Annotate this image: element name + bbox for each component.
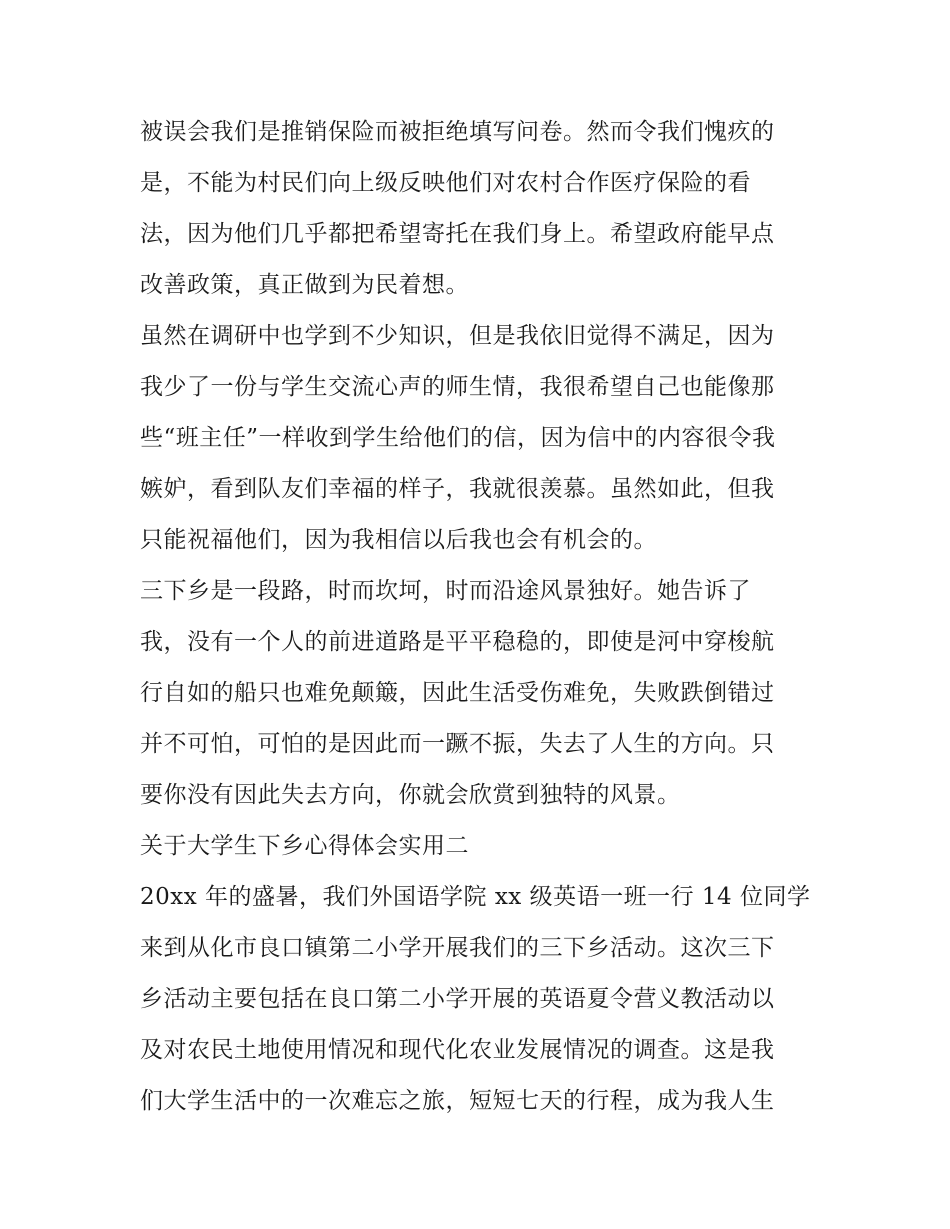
text-line: 来到从化市良口镇第二小学开展我们的三下乡活动。这次三下 bbox=[140, 935, 775, 961]
text-line: 些“班主任”一样收到学生给他们的信，因为信中的内容很令我 bbox=[140, 425, 776, 451]
text-line: 只能祝福他们，因为我相信以后我也会有机会的。 bbox=[140, 527, 657, 553]
document-body bbox=[140, 107, 820, 1127]
text-line: 被误会我们是推销保险而被拒绝填写问卷。然而令我们愧疚的 bbox=[140, 119, 775, 145]
text-line: 我少了一份与学生交流心声的师生情，我很希望自己也能像那 bbox=[140, 374, 775, 400]
text-line: 法，因为他们几乎都把希望寄托在我们身上。希望政府能早点 bbox=[140, 221, 775, 247]
text-line: 行自如的船只也难免颠簸，因此生活受伤难免，失败跌倒错过 bbox=[140, 680, 775, 706]
text-line: 我，没有一个人的前进道路是平平稳稳的，即使是河中穿梭航 bbox=[140, 629, 775, 655]
text-line: 乡活动主要包括在良口第二小学开展的英语夏令营义教活动以 bbox=[140, 986, 775, 1012]
text-line: 嫉妒，看到队友们幸福的样子，我就很羡慕。虽然如此，但我 bbox=[140, 476, 775, 502]
text-line: 20xx 年的盛暑，我们外国语学院 xx 级英语一班一行 14 位同学 bbox=[140, 884, 811, 910]
section-heading: 关于大学生下乡心得体会实用二 bbox=[140, 833, 469, 859]
text-line: 并不可怕，可怕的是因此而一蹶不振，失去了人生的方向。只 bbox=[140, 731, 775, 757]
text-line: 改善政策，真正做到为民着想。 bbox=[140, 272, 469, 298]
text-line: 是，不能为村民们向上级反映他们对农村合作医疗保险的看 bbox=[140, 170, 751, 196]
text-line: 及对农民土地使用情况和现代化农业发展情况的调查。这是我 bbox=[140, 1037, 775, 1063]
text-line: 们大学生活中的一次难忘之旅，短短七天的行程，成为我人生 bbox=[140, 1088, 775, 1114]
text-line: 虽然在调研中也学到不少知识，但是我依旧觉得不满足，因为 bbox=[140, 323, 775, 349]
text-line: 三下乡是一段路，时而坎坷，时而沿途风景独好。她告诉了 bbox=[140, 578, 751, 604]
text-line: 要你没有因此失去方向，你就会欣赏到独特的风景。 bbox=[140, 782, 681, 808]
